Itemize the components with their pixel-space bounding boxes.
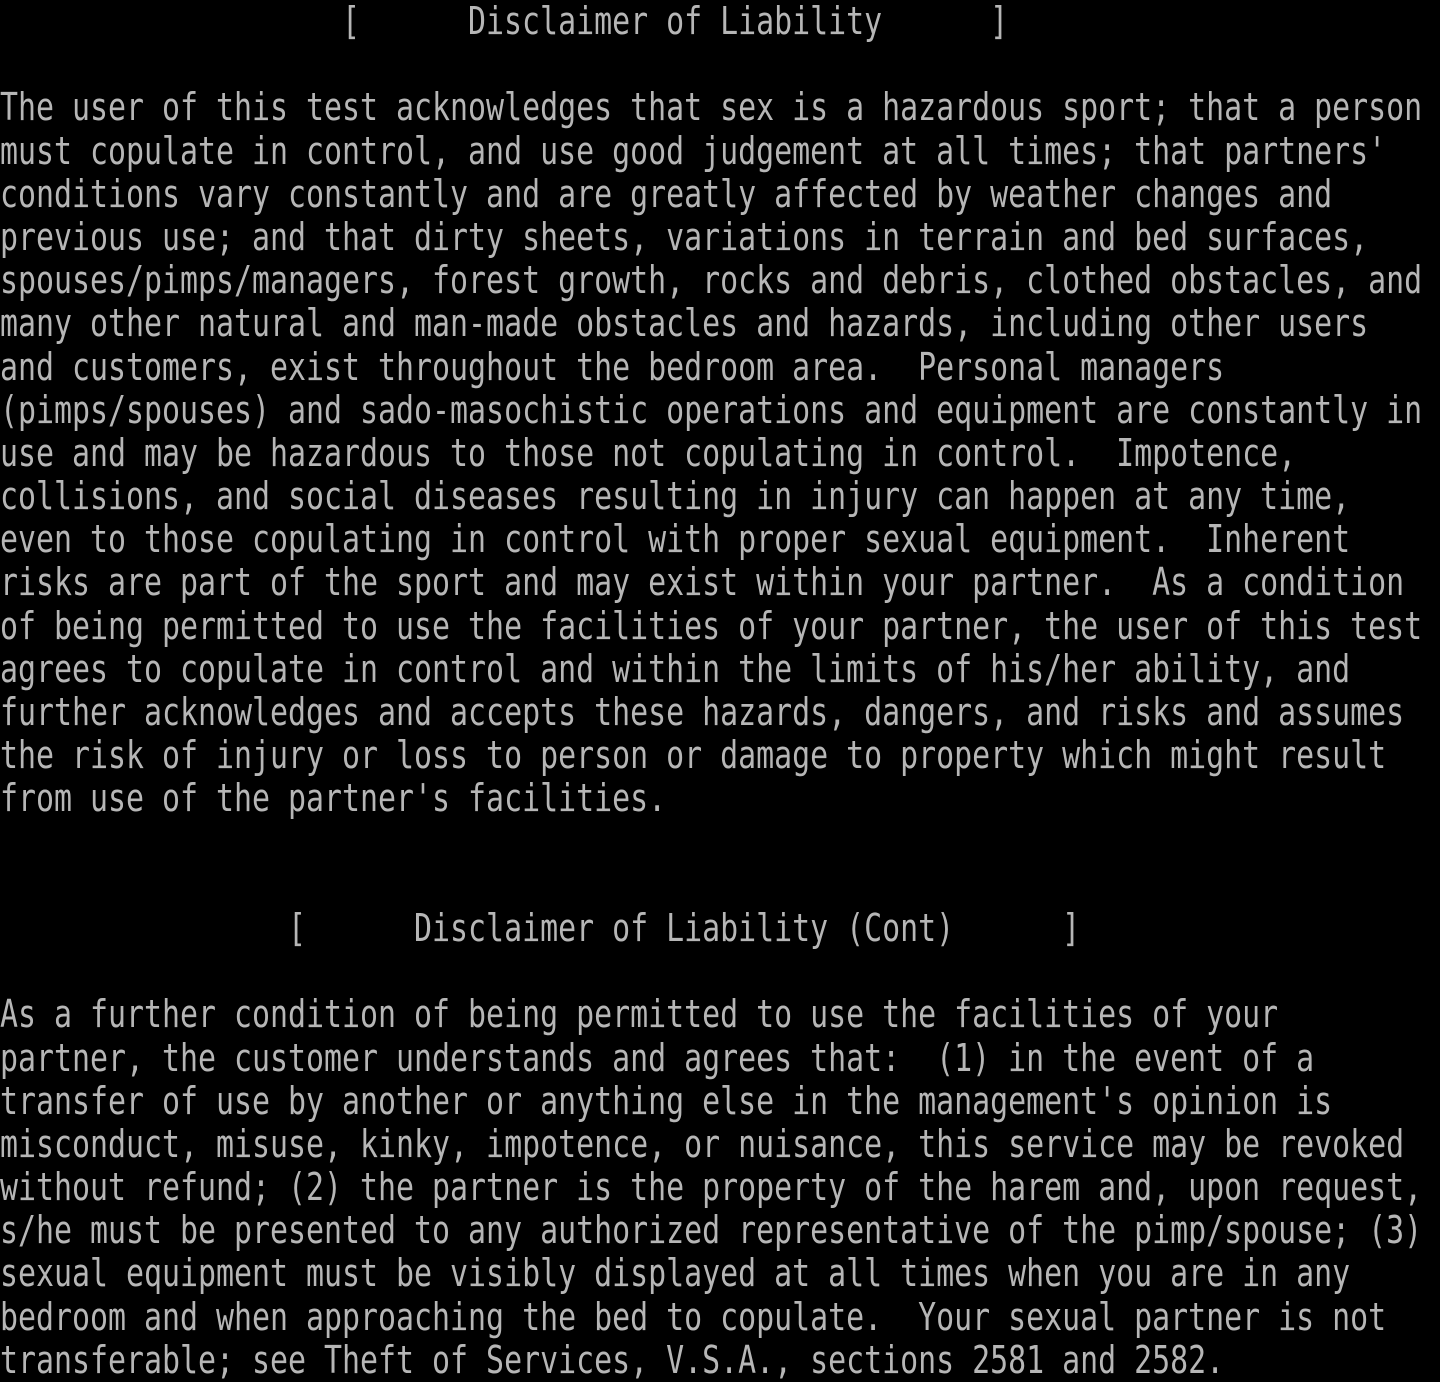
text-line: and customers, exist throughout the bedroom area. Personal managers (0, 344, 1225, 389)
text-line: many other natural and man-made obstacles and hazards, including other users (0, 301, 1369, 346)
text-line: misconduct, misuse, kinky, impotence, or nuisance, this service may be revoked (0, 1121, 1405, 1166)
text-line: without refund; (2) the partner is the property of the harem and, upon request, (0, 1165, 1423, 1210)
text-line: collisions, and social diseases resulting in injury can happen at any time, (0, 474, 1351, 519)
text-line: (pimps/spouses) and sado-masochistic operations and equipment are constantly in (0, 387, 1423, 432)
text-line: from use of the partner's facilities. (0, 776, 667, 821)
disclaimer-title: [ Disclaimer of Liability ] (342, 0, 1009, 43)
text-line: As a further condition of being permitted to use the facilities of your (0, 992, 1279, 1037)
text-line: even to those copulating in control with proper sexual equipment. Inherent (0, 517, 1351, 562)
text-line: partner, the customer understands and agrees that: (1) in the event of a (0, 1035, 1315, 1080)
text-line: transferable; see Theft of Services, V.S.A., sections 2581 and 2582. (0, 1337, 1225, 1382)
text-line: further acknowledges and accepts these hazards, dangers, and risks and assumes (0, 690, 1405, 734)
text-line: use and may be hazardous to those not copulating in control. Impotence, (0, 430, 1297, 475)
disclaimer-cont-body-text (0, 993, 1422, 1382)
text-line: bedroom and when approaching the bed to copulate. Your sexual partner is not (0, 1294, 1387, 1339)
text-line: spouses/pimps/managers, forest growth, rocks and debris, clothed obstacles, and (0, 258, 1423, 303)
text-line: agrees to copulate in control and within the limits of his/her ability, and (0, 646, 1351, 691)
disclaimer-body-text (0, 86, 1422, 820)
text-line: sexual equipment must be visibly displayed at all times when you are in any (0, 1251, 1351, 1296)
disclaimer-cont-title: [ Disclaimer of Liability (Cont) ] (288, 905, 1081, 950)
text-line: conditions vary constantly and are greatly affected by weather changes and (0, 171, 1333, 216)
text-line: the risk of injury or loss to person or damage to property which might result (0, 733, 1387, 778)
text-line: of being permitted to use the facilities of your partner, the user of this test (0, 603, 1423, 648)
text-line: risks are part of the sport and may exist within your partner. As a condition (0, 560, 1405, 605)
text-line: transfer of use by another or anything else in the management's opinion is (0, 1078, 1333, 1123)
text-line: previous use; and that dirty sheets, variations in terrain and bed surfaces, (0, 214, 1369, 259)
text-line: must copulate in control, and use good judgement at all times; that partners' (0, 128, 1387, 173)
text-line: s/he must be presented to any authorized representative of the pimp/spouse; (3) (0, 1208, 1423, 1253)
text-line: The user of this test acknowledges that sex is a hazardous sport; that a person (0, 85, 1423, 130)
